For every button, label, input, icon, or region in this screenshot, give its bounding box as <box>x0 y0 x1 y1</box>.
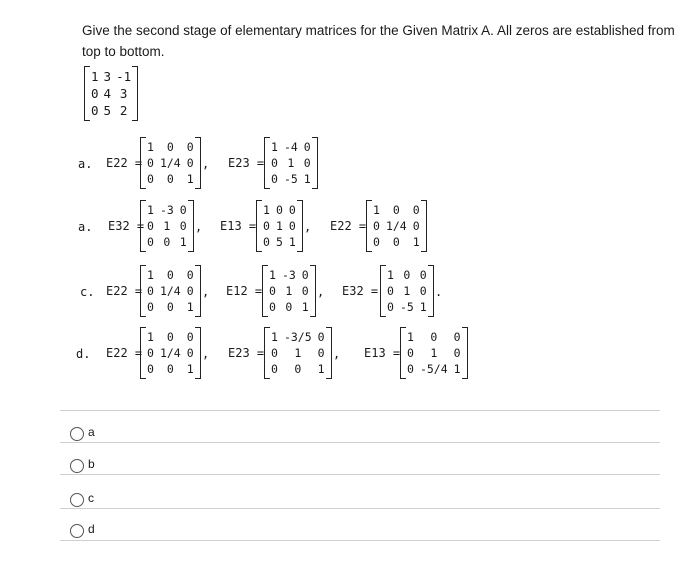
matrix-cell: 1 <box>147 268 154 282</box>
matrix-cell: 0 <box>147 156 154 170</box>
matrix-cell: 0 <box>147 362 154 376</box>
matrix-label: E22 = <box>106 284 143 298</box>
divider <box>60 442 660 443</box>
matrix-cell: 0 <box>91 86 99 101</box>
matrix-cell: 0 <box>412 203 420 217</box>
matrix-cell: 1 <box>301 300 309 314</box>
elementary-matrix <box>140 137 201 189</box>
matrix-cell: 0 <box>166 330 174 344</box>
divider <box>60 540 660 541</box>
matrix-cell: 0 <box>147 219 154 233</box>
matrix-cell: -5 <box>399 300 414 314</box>
matrix-cell: 0 <box>285 300 293 314</box>
matrix-cell: 1 <box>263 203 270 217</box>
matrix-cell: 0 <box>147 284 154 298</box>
matrix-cell: 0 <box>387 284 394 298</box>
matrix-cell: 1 <box>147 203 154 217</box>
elementary-matrix <box>140 327 201 379</box>
matrix-cell: 0 <box>301 268 309 282</box>
matrix-cell: 0 <box>275 203 283 217</box>
matrix-cell: 1 <box>419 300 427 314</box>
matrix-cell: 0 <box>453 330 461 344</box>
option-letter: a. <box>78 157 93 171</box>
choice-a[interactable] <box>60 424 680 450</box>
elementary-matrix <box>380 265 434 317</box>
matrix-cell: 0 <box>419 268 427 282</box>
radio-icon[interactable] <box>70 427 84 441</box>
matrix-cell: -3 <box>159 203 174 217</box>
matrix-cell: 0 <box>271 362 278 376</box>
matrix-cell: 0 <box>166 140 174 154</box>
matrix-cell: 0 <box>147 235 154 249</box>
matrix-label: E22 = <box>106 346 143 360</box>
elementary-matrix <box>140 200 194 252</box>
matrix-a <box>84 66 138 121</box>
matrix-cell: 0 <box>166 362 174 376</box>
matrix-label: E23 = <box>228 156 265 170</box>
radio-icon[interactable] <box>70 459 84 473</box>
matrix-label: E22 = <box>330 219 367 233</box>
separator: . <box>435 285 443 299</box>
matrix-cell: 1 <box>271 330 278 344</box>
matrix-cell: 0 <box>453 346 461 360</box>
matrix-cell: 0 <box>186 140 194 154</box>
matrix-cell: 0 <box>147 172 154 186</box>
choice-d-label: d <box>88 522 95 536</box>
matrix-cell: 1/4 <box>159 156 181 170</box>
separator: , <box>202 347 210 361</box>
matrix-cell: 0 <box>288 203 296 217</box>
elementary-matrix <box>140 265 201 317</box>
matrix-cell: -5/4 <box>419 362 448 376</box>
matrix-cell: 1 <box>303 172 311 186</box>
divider <box>60 474 660 475</box>
matrix-cell: 1 <box>275 219 283 233</box>
separator: , <box>317 285 325 299</box>
matrix-cell: 1/4 <box>385 219 407 233</box>
choice-b[interactable] <box>60 456 680 482</box>
divider <box>60 410 660 411</box>
elementary-matrix <box>366 200 427 252</box>
matrix-cell: 0 <box>147 346 154 360</box>
matrix-cell: 0 <box>166 172 174 186</box>
matrix-cell: 1 <box>147 140 154 154</box>
matrix-cell: 0 <box>294 362 302 376</box>
matrix-cell: 0 <box>269 284 276 298</box>
matrix-cell: 0 <box>179 219 187 233</box>
matrix-cell: 1 <box>91 69 99 84</box>
matrix-cell: 3 <box>103 69 112 84</box>
matrix-cell: -3 <box>281 268 296 282</box>
option-letter: d. <box>76 347 91 361</box>
matrix-cell: 0 <box>271 346 278 360</box>
matrix-cell: 1 <box>288 235 296 249</box>
matrix-cell: 0 <box>91 103 99 118</box>
matrix-cell: -1 <box>116 69 132 84</box>
matrix-cell: 0 <box>263 219 270 233</box>
matrix-cell: -3/5 <box>283 330 312 344</box>
option-letter: a. <box>78 220 93 234</box>
matrix-label: E12 = <box>226 284 263 298</box>
matrix-cell: 0 <box>387 300 394 314</box>
matrix-cell: 0 <box>186 346 194 360</box>
matrix-cell: 0 <box>392 235 400 249</box>
matrix-cell: 0 <box>186 156 194 170</box>
separator: , <box>195 220 203 234</box>
elementary-matrix <box>262 265 316 317</box>
matrix-cell: 0 <box>303 140 311 154</box>
elementary-matrix <box>264 327 332 379</box>
matrix-cell: 0 <box>317 346 325 360</box>
matrix-cell: 5 <box>275 235 283 249</box>
matrix-cell: 1 <box>287 156 295 170</box>
radio-icon[interactable] <box>70 524 84 538</box>
question-text: Give the second stage of elementary matrices for the Given Matrix A. All zeros are established from top to bottom. <box>82 23 675 59</box>
matrix-cell: 0 <box>392 203 400 217</box>
matrix-cell: 0 <box>430 330 438 344</box>
matrix-cell: 1 <box>453 362 461 376</box>
matrix-cell: 0 <box>373 219 380 233</box>
matrix-cell: 0 <box>303 156 311 170</box>
matrix-cell: 1 <box>285 284 293 298</box>
matrix-cell: 0 <box>301 284 309 298</box>
elementary-matrix <box>256 200 303 252</box>
matrix-cell: 0 <box>163 235 171 249</box>
choice-c-label: c <box>88 491 94 505</box>
choice-b-label: b <box>88 457 95 471</box>
matrix-cell: 1 <box>186 300 194 314</box>
choice-a-label: a <box>88 425 95 439</box>
matrix-cell: 0 <box>403 268 411 282</box>
matrix-label: E23 = <box>228 346 265 360</box>
matrix-cell: 0 <box>179 203 187 217</box>
separator: , <box>304 220 312 234</box>
matrix-label: E22 = <box>106 156 143 170</box>
matrix-cell: 1 <box>186 172 194 186</box>
matrix-label: E32 = <box>108 219 145 233</box>
matrix-cell: 0 <box>288 219 296 233</box>
matrix-label: E13 = <box>364 346 401 360</box>
matrix-cell: 0 <box>271 156 278 170</box>
matrix-cell: 1 <box>387 268 394 282</box>
matrix-cell: 2 <box>119 103 128 118</box>
elementary-matrix <box>400 327 468 379</box>
matrix-cell: 0 <box>373 235 380 249</box>
matrix-label: E32 = <box>342 284 379 298</box>
matrix-cell: 1 <box>147 330 154 344</box>
separator: , <box>333 347 341 361</box>
matrix-cell: 0 <box>269 300 276 314</box>
matrix-cell: 1 <box>412 235 420 249</box>
divider <box>60 508 660 509</box>
matrix-cell: 0 <box>147 300 154 314</box>
matrix-cell: 0 <box>419 284 427 298</box>
matrix-cell: 0 <box>263 235 270 249</box>
separator: , <box>202 285 210 299</box>
radio-icon[interactable] <box>70 493 84 507</box>
choice-c[interactable] <box>60 490 680 516</box>
matrix-cell: 0 <box>166 300 174 314</box>
matrix-cell: -4 <box>283 140 298 154</box>
matrix-cell: 0 <box>407 362 414 376</box>
matrix-cell: 0 <box>412 219 420 233</box>
option-letter: c. <box>80 285 95 299</box>
matrix-cell: 1 <box>407 330 414 344</box>
matrix-cell: 1 <box>271 140 278 154</box>
matrix-cell: -5 <box>283 172 298 186</box>
matrix-cell: 1 <box>269 268 276 282</box>
matrix-cell: 3 <box>119 86 128 101</box>
matrix-cell: 0 <box>186 330 194 344</box>
matrix-cell: 1 <box>179 235 187 249</box>
matrix-cell: 1/4 <box>159 346 181 360</box>
matrix-cell: 0 <box>186 284 194 298</box>
matrix-cell: 0 <box>166 268 174 282</box>
matrix-cell: 1 <box>186 362 194 376</box>
matrix-cell: 1 <box>294 346 302 360</box>
matrix-cell: 0 <box>271 172 278 186</box>
matrix-label: E13 = <box>220 219 257 233</box>
matrix-cell: 1/4 <box>159 284 181 298</box>
matrix-cell: 1 <box>430 346 438 360</box>
separator: , <box>202 157 210 171</box>
matrix-cell: 0 <box>407 346 414 360</box>
matrix-cell: 1 <box>403 284 411 298</box>
choice-d[interactable] <box>60 521 680 547</box>
elementary-matrix <box>264 137 318 189</box>
matrix-cell: 1 <box>373 203 380 217</box>
matrix-cell: 4 <box>103 86 112 101</box>
matrix-cell: 0 <box>186 268 194 282</box>
matrix-cell: 1 <box>317 362 325 376</box>
matrix-cell: 0 <box>317 330 325 344</box>
matrix-cell: 1 <box>163 219 171 233</box>
matrix-cell: 5 <box>103 103 112 118</box>
